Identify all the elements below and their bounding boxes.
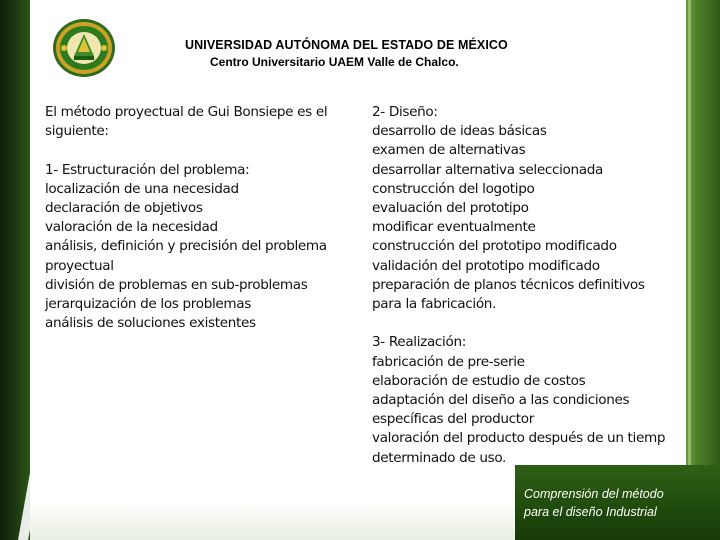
list-item: valoración de la necesidad (45, 219, 218, 236)
slide-caption (524, 485, 714, 521)
university-seal-icon (52, 18, 116, 78)
caption-line: para el diseño Industrial (524, 505, 657, 519)
right-column (372, 103, 665, 468)
list-item: jerarquización de los problemas (45, 296, 252, 313)
list-item: localización de una necesidad (45, 180, 239, 197)
list-item: proyectual (45, 257, 114, 274)
list-item: división de problemas en sub-problemas (45, 276, 308, 293)
right-green-bar (686, 0, 720, 465)
list-item: construcción del logotipo (372, 180, 535, 197)
list-item: preparación de planos técnicos definitivos (372, 276, 645, 293)
list-item: construcción del prototipo modificado (372, 238, 617, 255)
university-title: UNIVERSIDAD AUTÓNOMA DEL ESTADO DE MÉXICO (185, 38, 508, 52)
list-item: examen de alternativas (372, 142, 526, 159)
intro-line: siguiente: (45, 123, 109, 140)
right-bar-highlight (688, 0, 691, 465)
list-item: para la fabricación. (372, 296, 497, 313)
list-item: desarrollo de ideas básicas (372, 123, 547, 140)
caption-line: Comprensión del método (524, 487, 664, 501)
list-item: evaluación del prototipo (372, 200, 529, 217)
section-heading-realization: 3- Realización: (372, 334, 466, 351)
list-item: modificar eventualmente (372, 219, 536, 236)
list-item: declaración de objetivos (45, 200, 203, 216)
list-item: análisis, definición y precisión del problema (45, 238, 327, 255)
list-item: específicas del productor (372, 411, 534, 428)
list-item: desarrollar alternativa seleccionada (372, 161, 603, 178)
bottom-fade (30, 500, 515, 540)
list-item: fabricación de pre-serie (372, 353, 525, 370)
left-column (45, 103, 327, 333)
list-item: análisis de soluciones existentes (45, 315, 256, 332)
list-item: elaboración de estudio de costos (372, 372, 586, 389)
campus-subtitle: Centro Universitario UAEM Valle de Chalco. (210, 55, 459, 69)
section-heading-structure: 1- Estructuración del problema: (45, 161, 250, 178)
section-heading-design: 2- Diseño: (372, 104, 438, 120)
list-item: adaptación del diseño a las condiciones (372, 392, 630, 409)
list-item: valoración del producto después de un tiemp (372, 430, 666, 447)
list-item: determinado de uso. (372, 449, 507, 466)
list-item: validación del prototipo modificado (372, 257, 600, 274)
intro-line: El método proyectual de Gui Bonsiepe es el (45, 104, 328, 120)
